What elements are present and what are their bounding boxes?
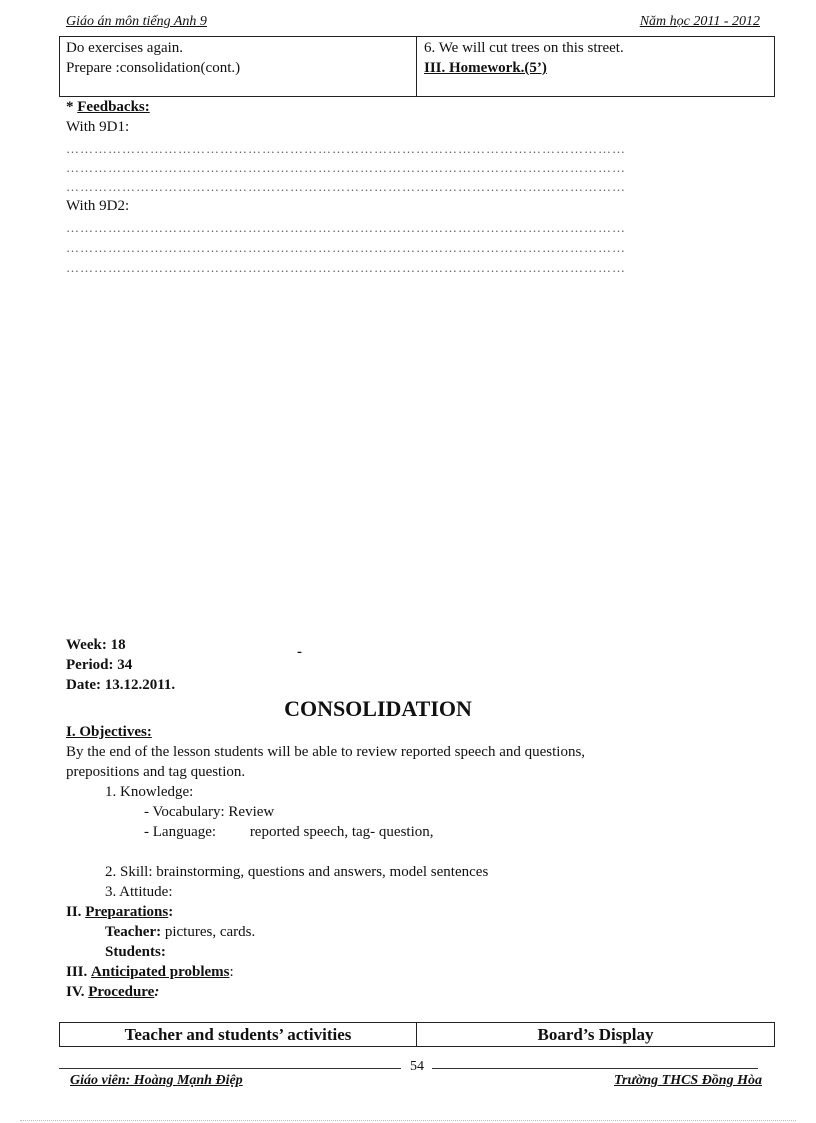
table-divider [416, 37, 417, 96]
problems-number: III. [66, 964, 88, 980]
footer-rule-left [59, 1068, 401, 1069]
homework-line-2: Prepare :consolidation(cont.) [66, 60, 241, 76]
teacher-value: pictures, cards. [161, 924, 256, 940]
lesson-title: CONSOLIDATION [284, 696, 472, 721]
problems-heading [66, 964, 234, 981]
preparations-label: Preparations [85, 904, 169, 920]
procedure-colon: : [154, 984, 160, 1000]
teacher-label: Teacher: [105, 924, 162, 940]
dotted-line: ………………………………………………………………………………………………………… [66, 141, 626, 156]
carryover-table [59, 36, 775, 97]
feedbacks-star: * [66, 99, 78, 115]
footer-school: Trường THCS Đồng Hòa [613, 1073, 762, 1088]
exercise-sentence: 6. We will cut trees on this street. [424, 40, 624, 56]
dotted-line: ………………………………………………………………………………………………………… [66, 179, 626, 194]
page-edge-line [20, 1120, 796, 1121]
column-header-board: Board’s Display [537, 1025, 654, 1044]
date-value: 13.12.2011. [104, 677, 176, 693]
preparations-number: II. [66, 904, 82, 920]
stray-dash: - [297, 644, 302, 660]
students-label: Students: [105, 944, 166, 960]
teacher-materials [105, 924, 255, 941]
date-line [66, 677, 175, 694]
procedure-heading [66, 984, 159, 1001]
date-label: Date: [66, 677, 101, 693]
feedback-class-9d2: With 9D2: [66, 198, 130, 214]
column-header-activities: Teacher and students’ activities [124, 1025, 352, 1044]
procedure-label: Procedure [88, 984, 155, 1000]
dotted-line: ………………………………………………………………………………………………………… [66, 260, 626, 275]
skill-item: 2. Skill: brainstorming, questions and answers, model sentences [105, 864, 489, 880]
preparations-heading [66, 904, 173, 921]
feedbacks-heading [66, 99, 150, 116]
period-line [66, 657, 132, 674]
problems-colon: : [229, 964, 234, 980]
week-line [66, 637, 126, 654]
feedback-class-9d1: With 9D1: [66, 119, 130, 135]
week-label: Week [66, 637, 102, 653]
language-label: - Language: [144, 824, 217, 840]
page-number: 54 [410, 1059, 424, 1074]
week-value: : 18 [101, 637, 126, 653]
preparations-colon: : [168, 904, 174, 920]
attitude-item: 3. Attitude: [105, 884, 173, 900]
header-school-year: Năm học 2011 - 2012 [639, 14, 760, 29]
dotted-line: ………………………………………………………………………………………………………… [66, 160, 626, 175]
knowledge-item: 1. Knowledge: [105, 784, 194, 800]
objectives-line-2: prepositions and tag question. [66, 764, 246, 780]
procedure-table [59, 1022, 775, 1047]
dotted-line: ………………………………………………………………………………………………………… [66, 240, 626, 255]
objectives-heading: I. Objectives: [66, 724, 152, 740]
feedbacks-label: Feedbacks: [77, 99, 150, 115]
footer-rule-right [432, 1068, 758, 1069]
period-value: : 34 [108, 657, 133, 673]
objectives-line-1: By the end of the lesson students will be able to review reported speech and questions, [66, 744, 586, 760]
homework-heading: III. Homework.(5’) [424, 60, 547, 76]
problems-label: Anticipated problems [91, 964, 230, 980]
procedure-number: IV. [66, 984, 85, 1000]
header-course-title: Giáo án môn tiếng Anh 9 [66, 14, 207, 29]
footer-teacher: Giáo viên: Hoàng Mạnh Điệp [70, 1073, 243, 1088]
language-value: reported speech, tag- question, [249, 824, 434, 840]
table-left-cell [66, 38, 240, 78]
period-label: Period [66, 657, 109, 673]
language-item [144, 824, 434, 841]
dotted-line: ………………………………………………………………………………………………………… [66, 220, 626, 235]
vocabulary-item: - Vocabulary: Review [144, 804, 275, 820]
homework-line-1: Do exercises again. [66, 40, 184, 56]
table-right-cell [424, 38, 624, 78]
